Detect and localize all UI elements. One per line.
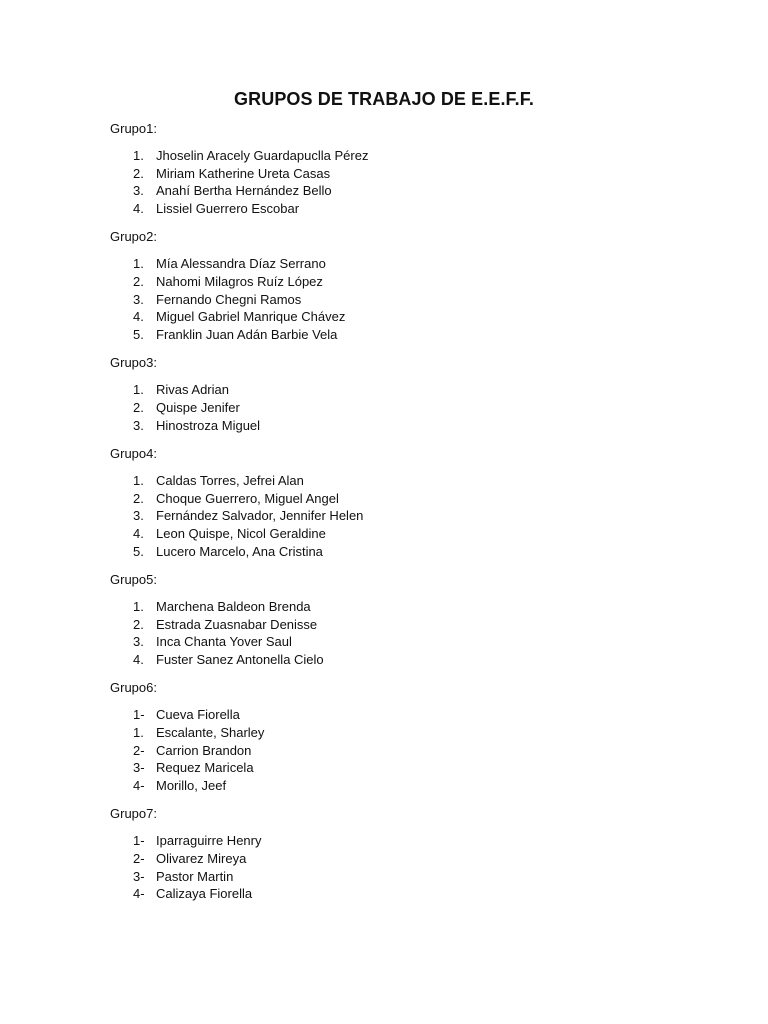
list-item bbox=[110, 490, 710, 508]
member-name: Olivarez Mireya bbox=[156, 851, 247, 867]
member-list bbox=[110, 147, 710, 217]
member-name: Fernando Chegni Ramos bbox=[156, 291, 302, 307]
list-item bbox=[110, 165, 710, 183]
member-name: Franklin Juan Adán Barbie Vela bbox=[156, 326, 338, 342]
list-number: 1- bbox=[133, 707, 145, 723]
list-number: 4. bbox=[133, 309, 144, 325]
list-item bbox=[110, 543, 710, 561]
list-number: 4. bbox=[133, 200, 144, 216]
list-number: 2- bbox=[133, 742, 145, 758]
group-label: Grupo3: bbox=[110, 355, 157, 371]
list-number: 3- bbox=[133, 760, 145, 776]
member-name: Morillo, Jeef bbox=[156, 777, 227, 793]
list-item bbox=[110, 308, 710, 326]
list-item bbox=[110, 273, 710, 291]
list-number: 2. bbox=[133, 399, 144, 415]
member-name: Caldas Torres, Jefrei Alan bbox=[156, 473, 304, 489]
list-item bbox=[110, 706, 710, 724]
list-item bbox=[110, 633, 710, 651]
member-list bbox=[110, 832, 710, 902]
member-list bbox=[110, 472, 710, 560]
list-number: 3. bbox=[133, 417, 144, 433]
list-number: 2. bbox=[133, 273, 144, 289]
list-number: 2. bbox=[133, 165, 144, 181]
list-number: 1. bbox=[133, 382, 144, 398]
list-number: 1. bbox=[133, 599, 144, 615]
list-item bbox=[110, 759, 710, 777]
list-item bbox=[110, 200, 710, 218]
member-name: Nahomi Milagros Ruíz López bbox=[156, 273, 323, 289]
member-name: Anahí Bertha Hernández Bello bbox=[156, 183, 332, 199]
list-number: 2. bbox=[133, 616, 144, 632]
member-name: Requez Maricela bbox=[156, 760, 254, 776]
list-number: 1. bbox=[133, 473, 144, 489]
member-name: Fuster Sanez Antonella Cielo bbox=[156, 651, 324, 667]
member-list bbox=[110, 381, 710, 434]
member-name: Leon Quispe, Nicol Geraldine bbox=[156, 525, 326, 541]
list-number: 3. bbox=[133, 291, 144, 307]
list-item bbox=[110, 525, 710, 543]
member-name: Hinostroza Miguel bbox=[156, 417, 261, 433]
member-list bbox=[110, 255, 710, 343]
member-name: Choque Guerrero, Miguel Angel bbox=[156, 490, 339, 506]
list-number: 5. bbox=[133, 326, 144, 342]
list-number: 1. bbox=[133, 148, 144, 163]
list-item bbox=[110, 724, 710, 742]
list-number: 4- bbox=[133, 777, 145, 793]
member-name: Cueva Fiorella bbox=[156, 707, 240, 723]
group-label: Grupo1: bbox=[110, 121, 157, 136]
group-2 bbox=[110, 227, 710, 343]
group-label: Grupo4: bbox=[110, 446, 157, 462]
list-item bbox=[110, 417, 710, 435]
groups-container bbox=[110, 119, 710, 913]
list-item bbox=[110, 868, 710, 886]
list-item bbox=[110, 742, 710, 760]
member-name: Miriam Katherine Ureta Casas bbox=[156, 165, 331, 181]
list-item bbox=[110, 147, 710, 165]
list-number: 1. bbox=[133, 256, 144, 272]
member-name: Marchena Baldeon Brenda bbox=[156, 599, 311, 615]
list-item bbox=[110, 777, 710, 795]
member-name: Jhoselin Aracely Guardapuclla Pérez bbox=[156, 148, 369, 163]
list-number: 4- bbox=[133, 886, 145, 902]
group-7 bbox=[110, 804, 710, 902]
group-label: Grupo7: bbox=[110, 806, 157, 822]
group-4 bbox=[110, 444, 710, 560]
member-name: Lucero Marcelo, Ana Cristina bbox=[156, 543, 323, 559]
member-name: Iparraguirre Henry bbox=[156, 833, 262, 849]
member-name: Inca Chanta Yover Saul bbox=[156, 634, 292, 650]
list-item bbox=[110, 651, 710, 669]
list-number: 2- bbox=[133, 851, 145, 867]
member-name: Carrion Brandon bbox=[156, 742, 252, 758]
list-number: 4. bbox=[133, 525, 144, 541]
list-number: 1- bbox=[133, 833, 145, 849]
list-item bbox=[110, 326, 710, 344]
list-item bbox=[110, 598, 710, 616]
list-item bbox=[110, 885, 710, 903]
list-item bbox=[110, 381, 710, 399]
member-name: Pastor Martin bbox=[156, 868, 234, 884]
list-number: 2. bbox=[133, 490, 144, 506]
member-name: Escalante, Sharley bbox=[156, 725, 265, 741]
list-item bbox=[110, 182, 710, 200]
list-number: 3. bbox=[133, 634, 144, 650]
member-name: Calizaya Fiorella bbox=[156, 886, 253, 902]
member-name: Fernández Salvador, Jennifer Helen bbox=[156, 508, 364, 524]
list-number: 5. bbox=[133, 543, 144, 559]
group-1 bbox=[110, 119, 710, 217]
list-item bbox=[110, 291, 710, 309]
list-item bbox=[110, 472, 710, 490]
list-item bbox=[110, 616, 710, 634]
member-list bbox=[110, 706, 710, 794]
group-label: Grupo5: bbox=[110, 572, 157, 588]
list-item bbox=[110, 507, 710, 525]
list-number: 4. bbox=[133, 651, 144, 667]
page-title: GRUPOS DE TRABAJO DE E.E.F.F. bbox=[234, 89, 534, 109]
group-label: Grupo6: bbox=[110, 680, 157, 696]
member-name: Mía Alessandra Díaz Serrano bbox=[156, 256, 326, 272]
list-item bbox=[110, 832, 710, 850]
list-item bbox=[110, 255, 710, 273]
group-3 bbox=[110, 353, 710, 434]
list-item bbox=[110, 850, 710, 868]
list-number: 3. bbox=[133, 183, 144, 199]
group-6 bbox=[110, 678, 710, 794]
list-number: 3. bbox=[133, 508, 144, 524]
member-name: Rivas Adrian bbox=[156, 382, 229, 398]
member-name: Miguel Gabriel Manrique Chávez bbox=[156, 309, 346, 325]
list-number: 3- bbox=[133, 868, 145, 884]
member-name: Lissiel Guerrero Escobar bbox=[156, 200, 300, 216]
list-item bbox=[110, 399, 710, 417]
list-number: 1. bbox=[133, 725, 144, 741]
group-label: Grupo2: bbox=[110, 229, 157, 245]
group-5 bbox=[110, 570, 710, 668]
member-name: Estrada Zuasnabar Denisse bbox=[156, 616, 318, 632]
member-name: Quispe Jenifer bbox=[156, 399, 240, 415]
member-list bbox=[110, 598, 710, 668]
